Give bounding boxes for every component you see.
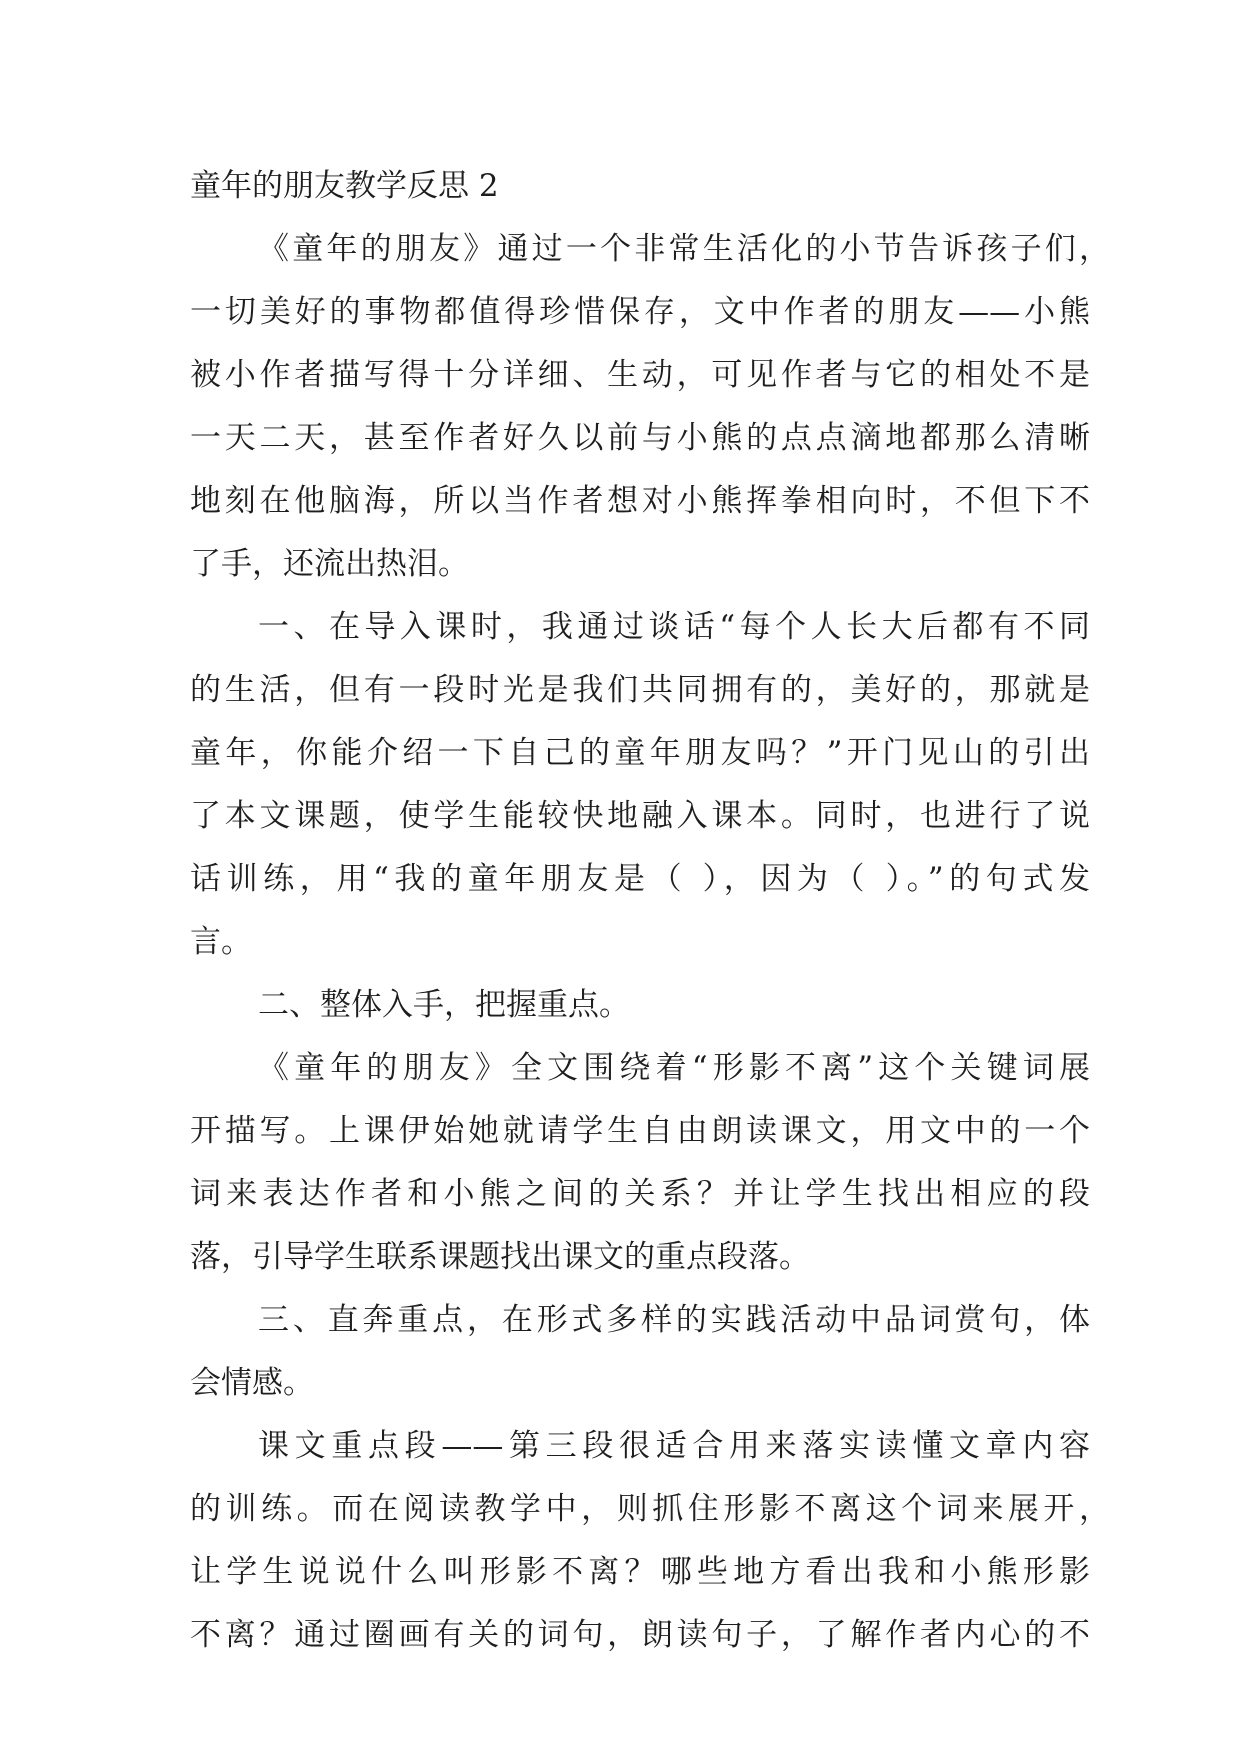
paragraph-line: 了本文课题，使学生能较快地融入课本。同时，也进行了说: [190, 798, 1090, 834]
paragraph-line: 童年，你能介绍一下自己的童年朋友吗？”开门见山的引出: [190, 735, 1090, 771]
paragraph-line: 课文重点段——第三段很适合用来落实读懂文章内容: [258, 1428, 1090, 1464]
paragraph-line: 不离？通过圈画有关的词句，朗读句子，了解作者内心的不: [190, 1617, 1090, 1653]
paragraph-line: 让学生说说什么叫形影不离？哪些地方看出我和小熊形影: [190, 1554, 1090, 1590]
paragraph-line: 了手，还流出热泪。: [190, 546, 469, 582]
paragraph-line: 一切美好的事物都值得珍惜保存，文中作者的朋友——小熊: [190, 294, 1090, 330]
paragraph-line: 三、直奔重点，在形式多样的实践活动中品词赏句，体: [258, 1302, 1090, 1338]
paragraph-line: 一、在导入课时，我通过谈话“每个人长大后都有不同: [258, 609, 1090, 645]
paragraph-line: 会情感。: [190, 1365, 314, 1401]
paragraph-line: 词来表达作者和小熊之间的关系？并让学生找出相应的段: [190, 1176, 1090, 1212]
paragraph-line: 话训练，用“我的童年朋友是（ ），因为（ ）。”的句式发: [190, 861, 1090, 897]
paragraph-line: 言。: [190, 924, 252, 960]
paragraph-line: 地刻在他脑海，所以当作者想对小熊挥拳相向时，不但下不: [190, 483, 1090, 519]
paragraph-line: 落，引导学生联系课题找出课文的重点段落。: [190, 1239, 810, 1275]
paragraph-line: 的训练。而在阅读教学中，则抓住形影不离这个词来展开，: [190, 1491, 1110, 1527]
paragraph-line: 一天二天，甚至作者好久以前与小熊的点点滴地都那么清晰: [190, 420, 1090, 456]
paragraph-line: 《童年的朋友》通过一个非常生活化的小节告诉孩子们，: [258, 231, 1110, 267]
document-title: 童年的朋友教学反思 2: [190, 168, 499, 204]
paragraph-line: 被小作者描写得十分详细、生动，可见作者与它的相处不是: [190, 357, 1090, 393]
paragraph-line: 的生活，但有一段时光是我们共同拥有的，美好的，那就是: [190, 672, 1090, 708]
section-heading: 二、整体入手，把握重点。: [258, 987, 630, 1023]
paragraph-line: 开描写。上课伊始她就请学生自由朗读课文，用文中的一个: [190, 1113, 1090, 1149]
paragraph-line: 《童年的朋友》全文围绕着“形影不离”这个关键词展: [258, 1050, 1090, 1086]
